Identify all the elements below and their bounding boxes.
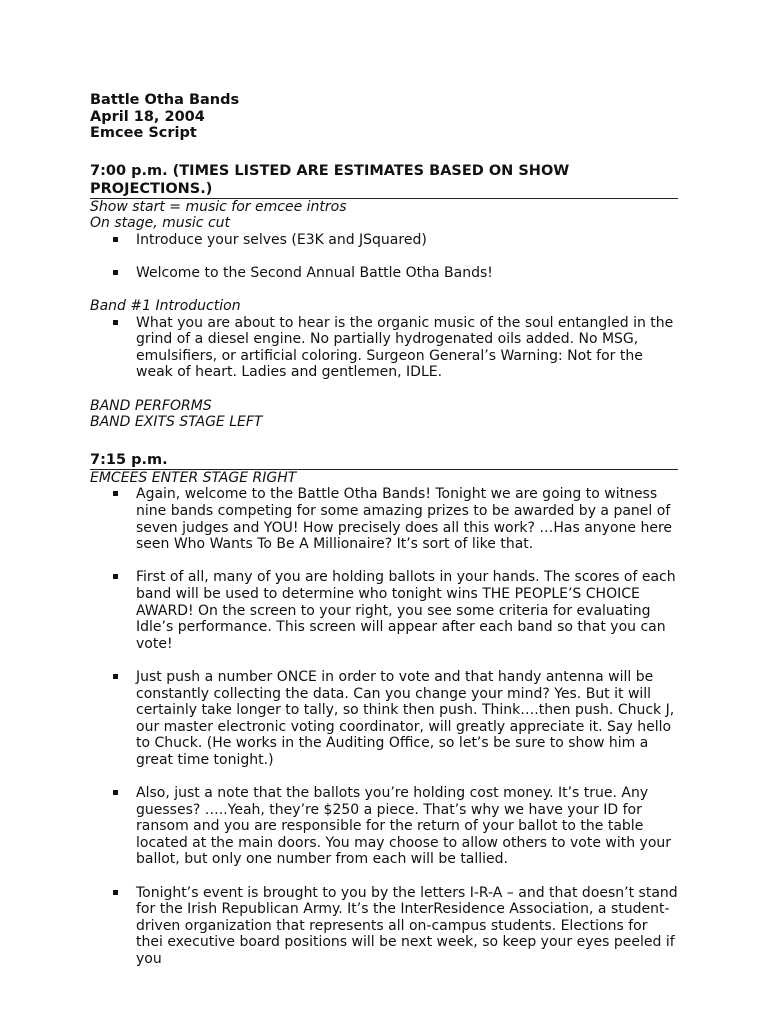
spacer [90,652,678,669]
event-title: Battle Otha Bands [90,92,240,108]
list-item [90,486,678,552]
bullet-icon [113,237,118,242]
bullet-list [90,315,678,381]
list-item-text: Also, just a note that the ballots you’re holding cost money. It’s true. Any guesses? …..Yeah, they’re $250 a piece. That’s why we have your ID for ransom and you are responsible for the return of your ballot to the table located at the main doors. You may choose to allow others to vote with your ballot, but only one number from each will be tallied. [136,785,672,868]
event-date: April 18, 2004 [90,108,205,125]
section-heading-700: 7:00 p.m. (TIMES LISTED ARE ESTIMATES BASED ON SHOW PROJECTIONS.) [90,162,678,199]
bullet-list [90,669,678,769]
stage-cue: BAND PERFORMS [90,397,212,414]
bullet-list [90,569,678,652]
bullet-icon [113,270,118,275]
section-heading-715: 7:15 p.m. [90,451,678,470]
stage-cue: On stage, music cut [90,215,231,232]
document-body [90,92,678,968]
bullet-list [90,265,678,282]
stage-cue: EMCEES ENTER STAGE RIGHT [90,469,297,486]
list-item [90,569,678,652]
bullet-icon [113,674,118,679]
list-item-text: What you are about to hear is the organic music of the soul entangled in the grind of a diesel engine. No partially hydrogenated oils added. No MSG, emulsifiers, or artificial coloring. Surgeon General’s Warning: Not for the weak of heart. Ladies and gentlemen, IDLE. [136,314,674,381]
spacer [90,281,678,298]
list-item-text: Again, welcome to the Battle Otha Bands! Tonight we are going to witness nine bands competing for some amazing prizes to be awarded by a panel of seven judges and YOU! How precisely does all this work? …Has anyone here seen Who Wants To Be A Millionaire? It’s sort of like that. [136,486,672,553]
bullet-icon [113,320,118,325]
spacer [90,381,678,398]
spacer [90,431,678,451]
bullet-icon [113,491,118,496]
list-item [90,785,678,868]
bullet-icon [113,790,118,795]
bullet-list [90,785,678,868]
list-item-text: Just push a number ONCE in order to vote and that handy antenna will be constantly collecting the data. Can you change your mind? Yes. But it will certainly take longer to tally, so think then push. Think….then push. Chuck J, our master electronic voting coordinator, will greatly appreciate it. Say hello to Chuck. (He works in the Auditing Office, so let’s be sure to show him a great time tonight.) [136,668,675,768]
bullet-icon [113,890,118,895]
stage-cue: BAND EXITS STAGE LEFT [90,414,263,431]
list-item-text: Introduce your selves (E3K and JSquared) [136,231,427,248]
list-item [90,885,678,968]
bullet-list [90,885,678,968]
list-item [90,232,678,249]
list-item [90,265,678,282]
list-item [90,669,678,769]
spacer [90,868,678,885]
list-item [90,315,678,381]
spacer [90,769,678,786]
list-item-text: Tonight’s event is brought to you by the letters I-R-A – and that doesn’t stand for the Irish Republican Army. It’s the InterResidence Association, a student-driven organization that represents all on-campus students. Elections for thei executive board positions will be next week, so keep your eyes peeled if you [136,884,678,968]
list-item-text: First of all, many of you are holding ballots in your hands. The scores of each band will be used to determine who tonight wins THE PEOPLE’S CHOICE AWARD! On the screen to your right, you see some criteria for evaluating Idle’s performance. This screen will appear after each band so that you can vote! [136,569,676,652]
bullet-icon [113,574,118,579]
spacer [90,553,678,570]
bullet-list [90,232,678,249]
band-intro-label: Band #1 Introduction [90,298,241,315]
spacer [90,248,678,265]
spacer [90,142,678,162]
script-title: Emcee Script [90,125,197,141]
stage-cue: Show start = music for emcee intros [90,198,347,215]
list-item-text: Welcome to the Second Annual Battle Otha Bands! [136,264,493,281]
bullet-list [90,486,678,552]
